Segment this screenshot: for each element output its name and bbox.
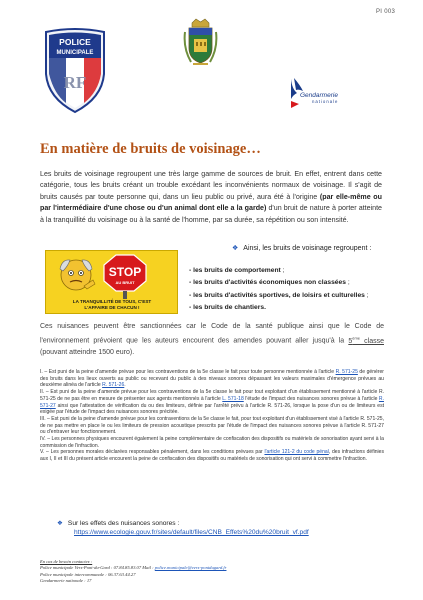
legal-paragraph-v: V. – Les personnes morales déclarées responsables pénalement, dans les conditions prévues par l'article 121-2 du code pénal, des infractions définies aux I, II et III du présent article encourent la peine de confiscation des dispositifs ou matériels de sonorisation qui ont servi à commettre l'infraction. bbox=[40, 449, 384, 463]
legal-articles bbox=[40, 369, 384, 463]
gendarmerie-sub: nationale bbox=[312, 99, 339, 104]
coat-of-arms-icon bbox=[183, 18, 218, 68]
stop-noise-picture bbox=[46, 251, 177, 313]
gendarmerie-logo bbox=[288, 75, 358, 115]
noise-types-list bbox=[189, 265, 369, 314]
contact-footer bbox=[40, 559, 226, 584]
illustration-caption-1: LA TRANQUILLITÉ DE TOUS, C'EST bbox=[72, 299, 152, 304]
illustration-caption-2: L'AFFAIRE DE CHACUN ! bbox=[84, 305, 140, 310]
list-item: - les bruits d'activités économiques non classées ; bbox=[189, 279, 350, 287]
article-link[interactable]: l'article 121-2 du code pénal bbox=[264, 449, 329, 456]
email-link[interactable]: police.municipale@vers-pontdugard.fr bbox=[154, 565, 227, 571]
legal-paragraph-i: I. – Est puni de la peine d'amende prévue pour les contraventions de la 5e classe le fait pour toute personne mentionnée à l'article R. 571-25 de générer des bruits dans les lieux ouverts au public ou recevant du public à des niveaux sonores dépassant les valeurs maximales d'émergence prévues au deuxième alinéa de l'article R. 571-26. bbox=[40, 369, 384, 389]
intro-text-end: d'un bruit de nature à porter atteinte à la tranquillité du voisinage ou à la santé de l'homme, par sa durée, sa répétition ou son intensité. bbox=[40, 204, 382, 224]
police-municipale-badge bbox=[40, 28, 110, 114]
footer-heading: En cas de besoin contactez : bbox=[40, 559, 93, 564]
stop-noise-illustration bbox=[45, 250, 178, 314]
stop-sign-subtext: AU BRUIT bbox=[115, 280, 135, 285]
more-info-label: ❖ Sur les effets des nuisances sonores : bbox=[57, 520, 180, 527]
legal-paragraph-iii: III. – Est puni de la peine d'amende prévue pour les contraventions de la 5e classe le fait, pour tout exploitant d'un établissement visé à l'article R. 571-25, de ne pas mettre en place le ou les limiteurs de pression acoustique prescrits par l'étude de l'impact des nuisances sonores prévue à l'article R. 571-27 ou d'entraver leur fonctionnement. bbox=[40, 415, 384, 436]
footer-police-intercommunale: Police municipale intercommunale : 06.37.63.44.27 bbox=[40, 571, 136, 577]
article-link[interactable]: R. 571-25 bbox=[335, 369, 358, 375]
more-info-link[interactable]: https://www.ecologie.gouv.fr/sites/default/files/CNB_Effets%20du%20bruit_vf.pdf bbox=[74, 529, 309, 536]
list-item: - les bruits d'activités sportives, de loisirs et culturelles ; bbox=[189, 291, 369, 299]
gendarmerie-name: Gendarmerie bbox=[300, 92, 338, 99]
document-code: PI 003 bbox=[376, 9, 396, 15]
diamond-bullet-icon: ❖ bbox=[57, 520, 63, 527]
footer-police-municipale: Police municipale Vers-Pont-du-Gard : 07.84.85.83.07 Mail : police.municipale@vers-pontdugard.fr bbox=[40, 565, 227, 571]
legal-paragraph-ii: II. – Est puni de la peine d'amende prévue pour les contraventions de la 5e classe le fait pour tout exploitant d'un établissement mentionné à l'article R. 571-25 de ne pas être en mesure de présenter aux agents mentionnés à l'article L. 571-18 l'étude de l'impact des nuisances sonores prévue à l'article R. 571-27 ainsi que l'attestation de vérification du ou des limiteurs, définie par l'arrêté prévu à l'article R. 571-26, lorsque la pose d'un ou de limiteurs est exigée par l'étude de l'impact des nuisances sonores précitée. bbox=[40, 389, 384, 416]
noise-types-intro bbox=[232, 244, 371, 252]
list-item: - les bruits de chantiers. bbox=[189, 303, 266, 311]
legal-paragraph-iv: IV. – Les personnes physiques encourent également la peine complémentaire de confiscation des dispositifs ou matériels de sonorisation ayant servi à la commission de l'infraction. bbox=[40, 436, 384, 449]
article-link[interactable]: L. 571-18 bbox=[222, 395, 244, 402]
badge-text-police: POLICE bbox=[59, 37, 91, 47]
page-title: En matière de bruits de voisinage… bbox=[40, 141, 261, 157]
footer-gendarmerie: Gendarmerie nationale : 17 bbox=[40, 577, 92, 583]
intro-paragraph bbox=[40, 169, 382, 226]
intro-text-start: Les bruits de voisinage regroupent une très large gamme de sources de bruit. En effet, entrent dans cette catégorie, tous les bruits créant un trouble excédant les inconvénients normaux de voisinage. Il s'agit de bruits causés par toute personne qui, dans un lieu public ou privé, aura été à l'origine bbox=[40, 170, 382, 201]
badge-text-municipale: MUNICIPALE bbox=[56, 50, 94, 56]
article-link[interactable]: R. 571-26 bbox=[102, 382, 125, 389]
intro-text-bold: (par elle-même ou par l'intermédiaire d'une chose ou d'un animal dont elle a la garde) bbox=[40, 192, 382, 213]
badge-text-rf: RF bbox=[63, 73, 87, 92]
noise-types-intro-text: Ainsi, les bruits de voisinage regroupent : bbox=[243, 245, 372, 252]
diamond-bullet-icon: ❖ bbox=[232, 245, 239, 252]
stop-sign-text: STOP bbox=[108, 265, 142, 279]
article-link[interactable]: R. 571-27 bbox=[40, 395, 384, 409]
sanction-paragraph: Ces nuisances peuvent être sanctionnées car le Code de la santé publique ainsi que le Code de l'environnement prévoient que les auteurs encourent des amendes pouvant aller jusqu'à la 5ème classe (pouvant atteindre 1500 euro). bbox=[40, 323, 384, 356]
list-item: - les bruits de comportement ; bbox=[189, 267, 285, 274]
